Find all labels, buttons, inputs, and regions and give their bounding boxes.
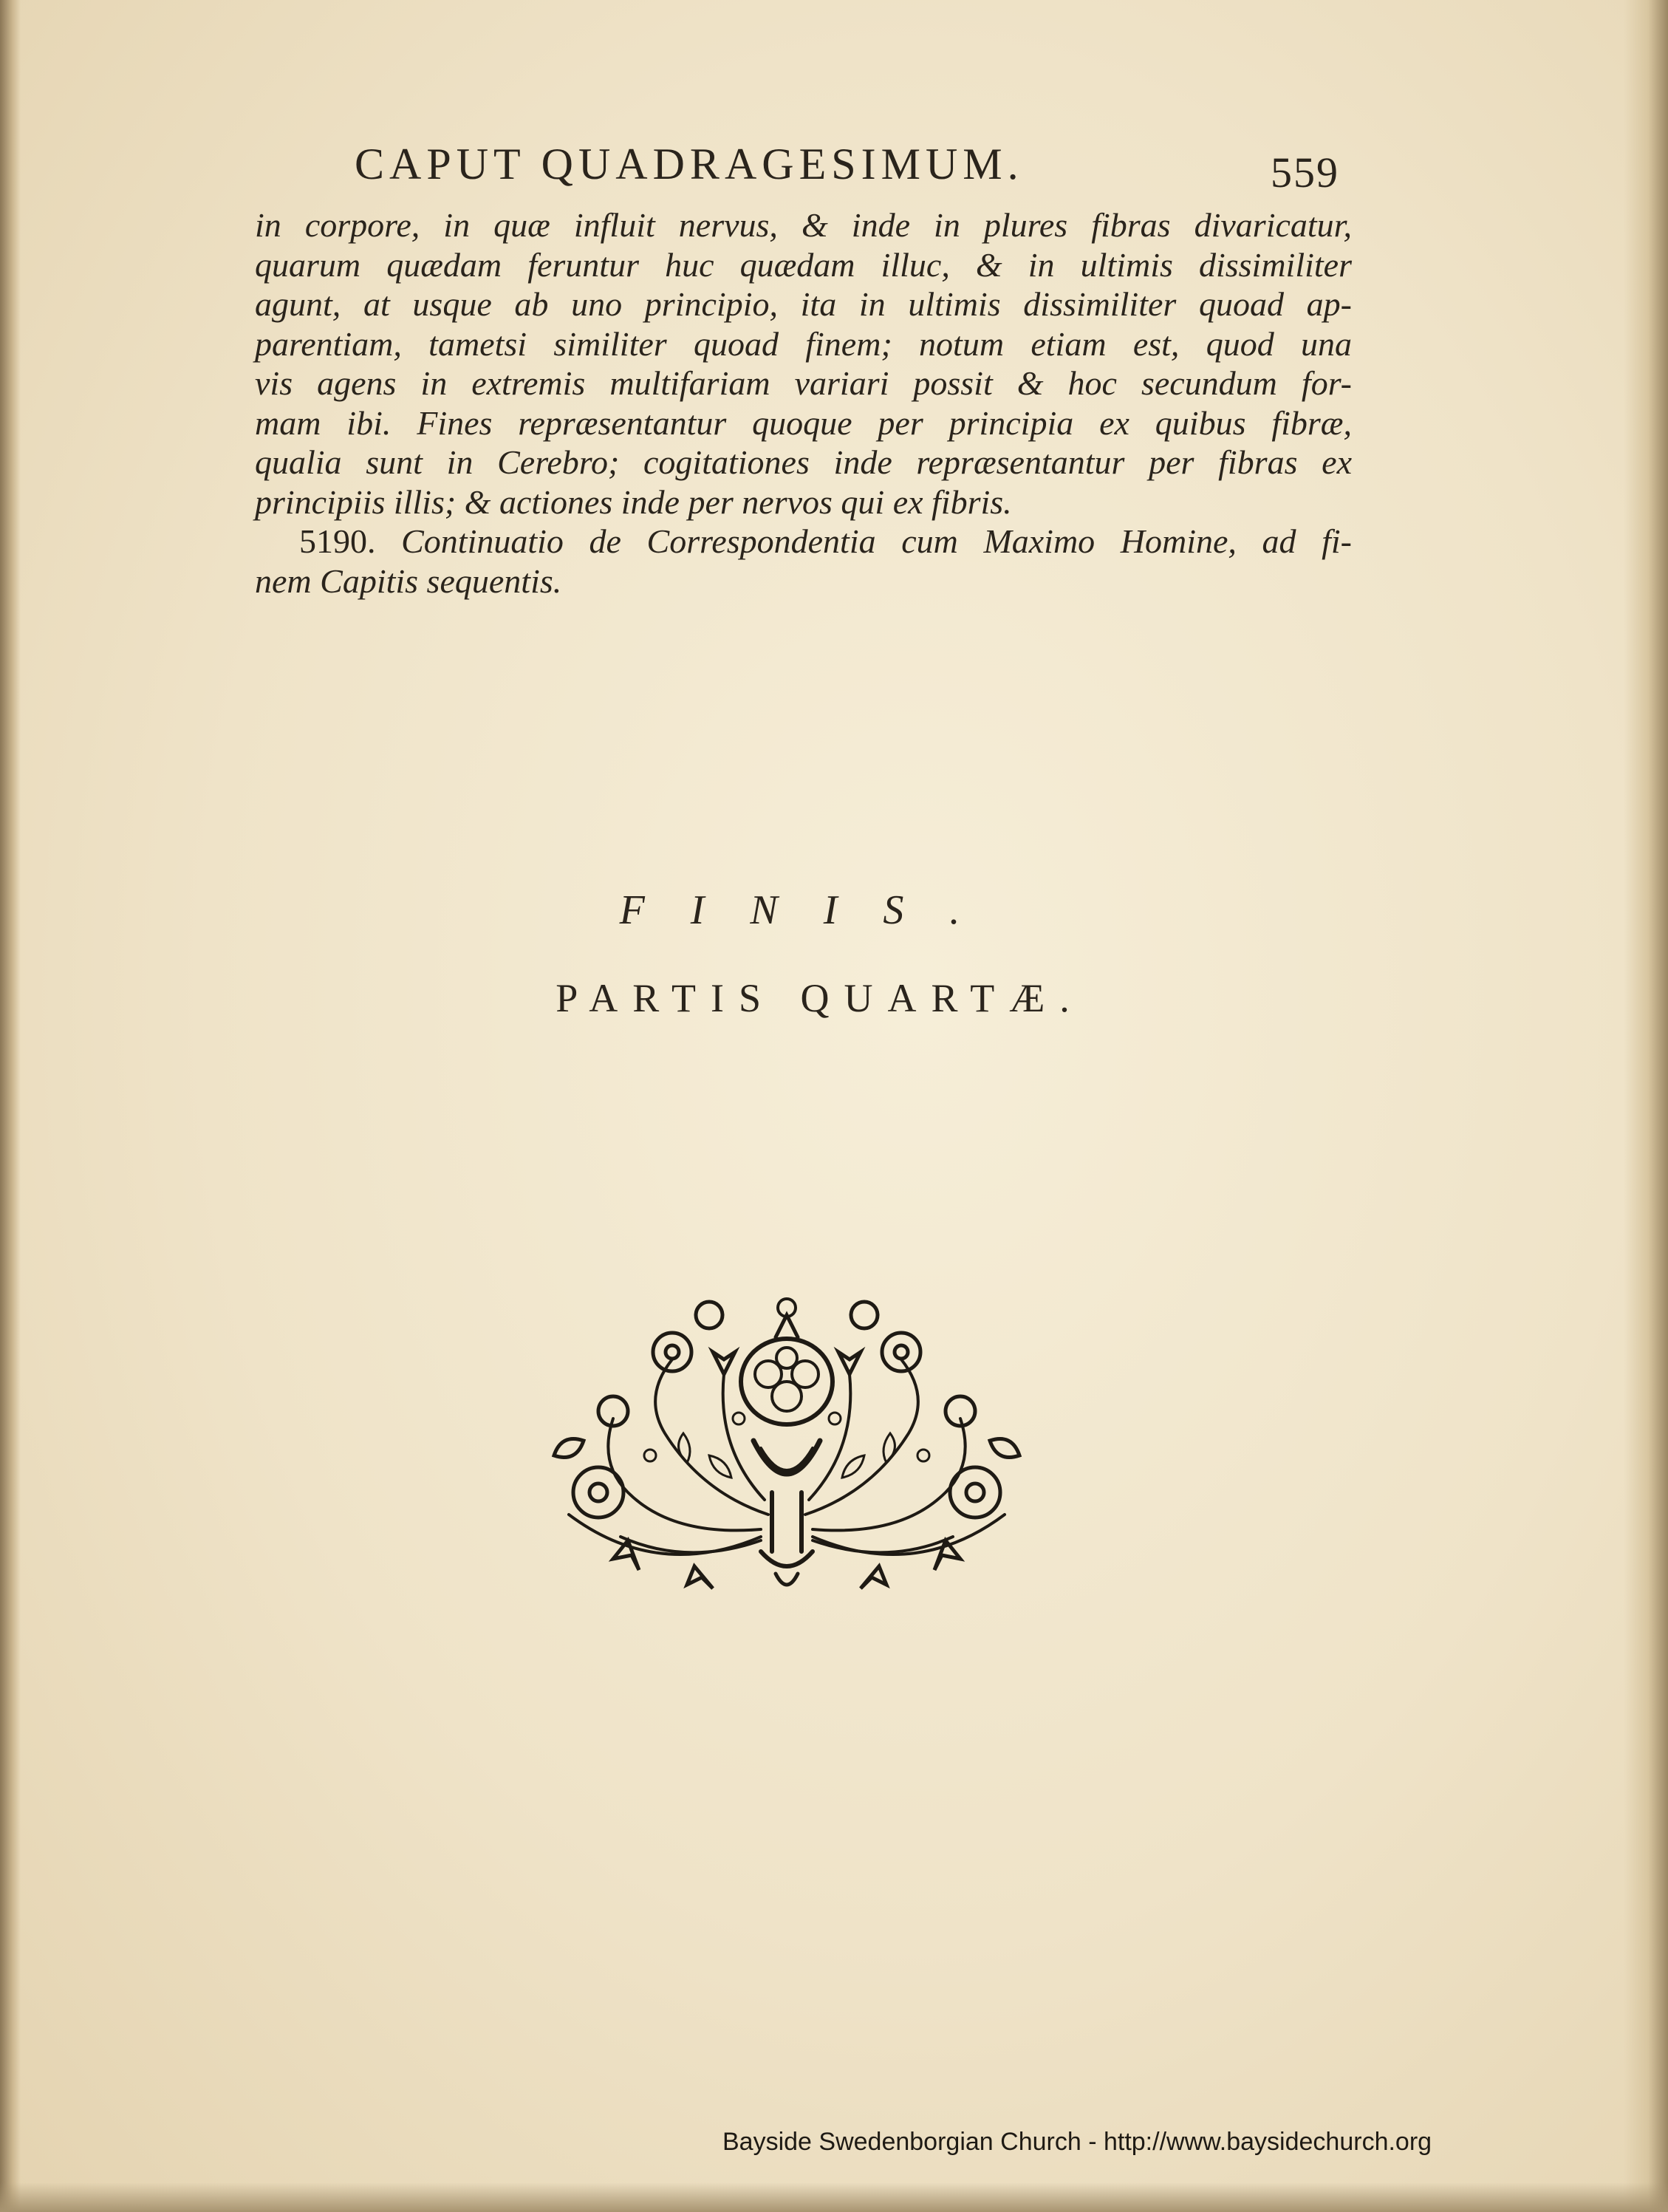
- text-line: vis agens in extremis multifariam variari possit & hoc secundum for-: [255, 364, 1352, 402]
- finis-heading: FINIS.: [619, 887, 1006, 933]
- page-number: 559: [1271, 149, 1339, 197]
- page-edge-right: [1624, 0, 1668, 2212]
- running-head: CAPUT QUADRAGESIMUM.: [355, 140, 1024, 188]
- text-line: qualia sunt in Cerebro; cogitationes inde repræsentantur per fibras ex: [255, 443, 1352, 481]
- page-edge-left: [0, 0, 21, 2212]
- floral-vase-ornament-icon: [539, 1271, 1034, 1603]
- text-line: principiis illis; & actiones inde per nervos qui ex fibris.: [255, 482, 1012, 521]
- text-line: agunt, at usque ab uno principio, ita in ultimis dissimiliter quoad ap-: [255, 285, 1352, 323]
- text-line: quarum quædam feruntur huc quædam illuc, & in ultimis dissimiliter: [255, 245, 1352, 284]
- watermark-text: Bayside Swedenborgian Church - http://www.baysidechurch.org: [722, 2128, 1432, 2156]
- paragraph-5190-line: [255, 522, 1352, 561]
- body-text: [255, 205, 1352, 601]
- page-edge-bottom: [0, 2182, 1668, 2212]
- paragraph-5190-line: nem Capitis sequentis.: [255, 561, 562, 600]
- paragraph-text: Continuatio de Correspondentia cum Maximo Homine, ad fi-: [401, 522, 1353, 560]
- text-line: parentiam, tametsi similiter quoad finem; notum etiam est, quod una: [255, 324, 1352, 363]
- partis-quartae-heading: PARTIS QUARTÆ.: [556, 976, 1084, 1020]
- text-line: mam ibi. Fines repræsentantur quoque per principia ex quibus fibræ,: [255, 403, 1352, 442]
- text-line: in corpore, in quæ influit nervus, & inde in plures fibras divaricatur,: [255, 206, 1352, 244]
- paragraph-number: 5190.: [299, 522, 376, 560]
